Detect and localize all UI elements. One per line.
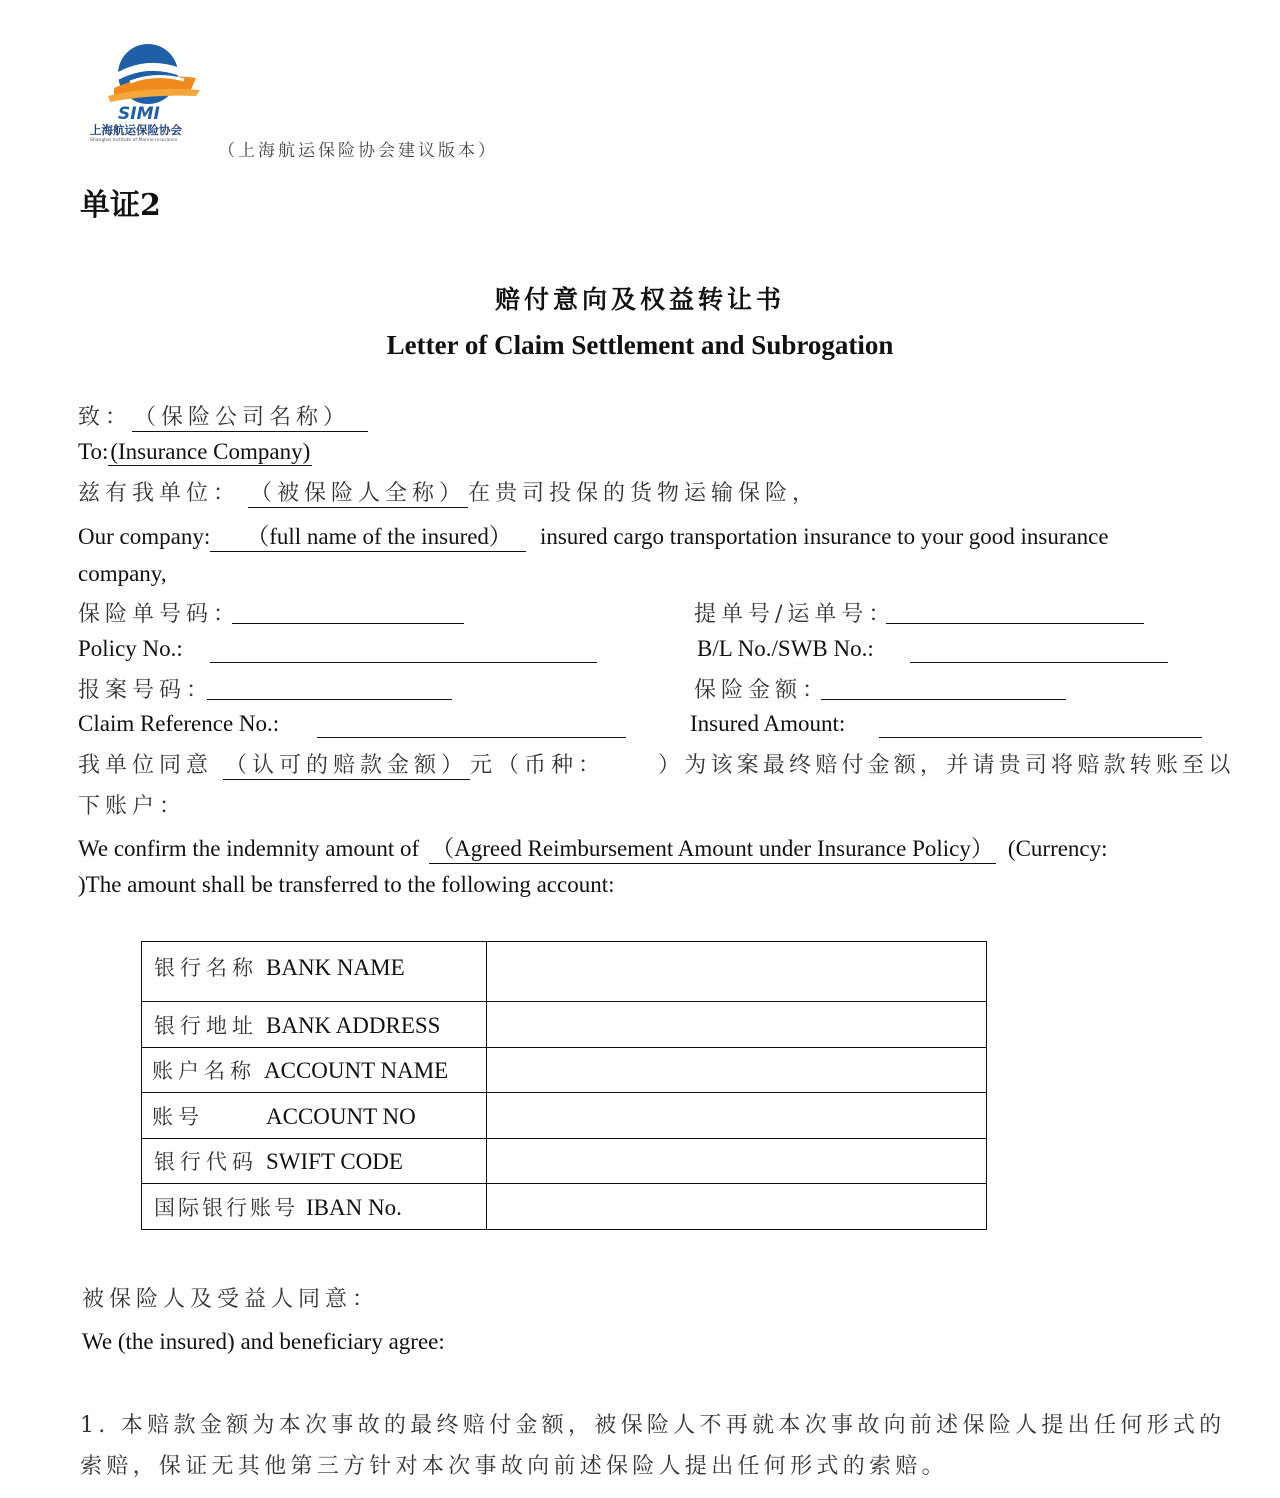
insured-amount-en-blank[interactable]	[879, 737, 1202, 738]
table-row	[142, 1002, 987, 1048]
to-en-prefix: To:	[78, 439, 109, 464]
account-no-value[interactable]	[487, 1093, 987, 1139]
to-en-line	[78, 439, 312, 466]
agreement-cn: 被保险人及受益人同意：	[82, 1287, 380, 1312]
account-no-label	[142, 1093, 487, 1139]
iban-value[interactable]	[487, 1184, 987, 1230]
intro-en-line	[78, 518, 1109, 552]
swift-code-en: SWIFT CODE	[266, 1149, 403, 1174]
bank-address-en: BANK ADDRESS	[266, 1012, 441, 1038]
agree-en-suffix: (Currency:	[1007, 836, 1108, 861]
iban-label	[142, 1184, 487, 1230]
account-name-label	[142, 1048, 487, 1093]
insured-amount-en-label: Insured Amount:	[690, 711, 846, 736]
agreement-item1-line2: 索赔，保证无其他第三方针对本次事故向前述保险人提出任何形式的索赔。	[80, 1454, 948, 1479]
swift-code-cn: 银行代码	[154, 1150, 258, 1174]
version-note: （上海航运保险协会建议版本）	[218, 141, 498, 161]
account-no-en: ACCOUNT NO	[266, 1103, 416, 1129]
bank-name-cn: 银行名称	[154, 956, 258, 980]
swift-code-value[interactable]	[487, 1139, 987, 1184]
bank-address-value[interactable]	[487, 1002, 987, 1048]
iban-en: IBAN No.	[306, 1194, 402, 1220]
bl-cn-label: 提单号/运单号：	[694, 602, 896, 627]
to-cn-line	[78, 400, 368, 432]
swift-code-label	[142, 1139, 487, 1184]
claim-en-label: Claim Reference No.:	[78, 711, 280, 736]
intro-cn-line	[78, 476, 819, 508]
agreement-item1-line1: 1. 本赔款金额为本次事故的最终赔付金额，被保险人不再就本次事故向前述保险人提出任何形式的	[80, 1413, 1226, 1438]
doc-number: 单证2	[80, 188, 161, 223]
to-en-field: (Insurance Company)	[110, 439, 311, 464]
policy-en-blank[interactable]	[210, 662, 597, 663]
bank-name-value[interactable]	[487, 942, 987, 1002]
bank-address-label	[142, 1002, 487, 1048]
bl-cn-blank[interactable]	[886, 623, 1144, 624]
agree-cn-suffix: ）为该案最终赔付金额，并请贵司将赔款转账至以	[658, 753, 1235, 778]
to-cn-prefix: 致：	[78, 405, 133, 430]
intro-en-prefix: Our company:	[78, 524, 211, 549]
bank-name-en: BANK NAME	[266, 955, 405, 980]
intro-cn-field: （被保险人全称）	[248, 476, 468, 508]
to-cn-field: （保险公司名称）	[132, 400, 368, 432]
title-cn: 赔付意向及权益转让书	[494, 285, 785, 314]
agreement-en: We (the insured) and beneficiary agree:	[82, 1329, 445, 1354]
iban-cn: 国际银行账号	[154, 1195, 298, 1220]
agree-cn-wrap: 下账户：	[78, 794, 187, 819]
intro-en-wrap: company,	[78, 561, 167, 586]
claim-cn-blank[interactable]	[207, 699, 452, 700]
bl-en-blank[interactable]	[910, 662, 1168, 663]
agree-en-field: （Agreed Reimbursement Amount under Insurance Policy）	[429, 830, 996, 864]
table-row	[142, 942, 987, 1002]
policy-cn-blank[interactable]	[232, 623, 464, 624]
intro-en-field: （full name of the insured）	[210, 518, 526, 552]
account-no-cn: 账号	[152, 1104, 204, 1129]
bank-name-label	[142, 942, 487, 1002]
insured-amount-cn-blank[interactable]	[821, 699, 1066, 700]
simi-logo	[88, 42, 218, 152]
claim-en-blank[interactable]	[317, 737, 626, 738]
insured-amount-cn-label: 保险金额：	[694, 678, 830, 703]
logo-org-en: Shanghai Institute of Marine Insurance	[90, 138, 178, 143]
intro-cn-prefix: 兹有我单位：	[78, 481, 241, 506]
simi-logo-icon	[100, 42, 210, 112]
agree-cn-prefix: 我单位同意	[78, 753, 214, 778]
logo-org-cn: 上海航运保险协会	[90, 123, 182, 137]
policy-en-label: Policy No.:	[78, 636, 183, 661]
logo-brand: SIMI	[118, 104, 160, 124]
table-row	[142, 1184, 987, 1230]
account-name-cn: 账户名称	[152, 1059, 256, 1083]
title-en: Letter of Claim Settlement and Subrogation	[386, 330, 894, 360]
agree-cn-field: （认可的赔款金额）	[223, 748, 470, 780]
agree-en-prefix: We confirm the indemnity amount of	[78, 836, 420, 861]
bl-en-label: B/L No./SWB No.:	[697, 636, 874, 661]
account-name-en: ACCOUNT NAME	[264, 1058, 449, 1083]
agree-cn-line	[78, 748, 1234, 780]
bank-address-cn: 银行地址	[154, 1013, 258, 1038]
policy-cn-label: 保险单号码：	[78, 602, 241, 627]
table-row	[142, 1048, 987, 1093]
bank-account-table	[141, 941, 987, 1230]
claim-cn-label: 报案号码：	[78, 678, 214, 703]
agree-en-line	[78, 830, 1108, 864]
table-row	[142, 1093, 987, 1139]
agree-en-wrap: )The amount shall be transferred to the following account:	[78, 872, 615, 897]
table-row	[142, 1139, 987, 1184]
intro-en-suffix: insured cargo transportation insurance to your good insurance	[539, 524, 1109, 549]
intro-cn-suffix: 在贵司投保的货物运输保险，	[468, 481, 820, 506]
agree-cn-mid: 元（币种：	[470, 753, 595, 778]
account-name-value[interactable]	[487, 1048, 987, 1093]
